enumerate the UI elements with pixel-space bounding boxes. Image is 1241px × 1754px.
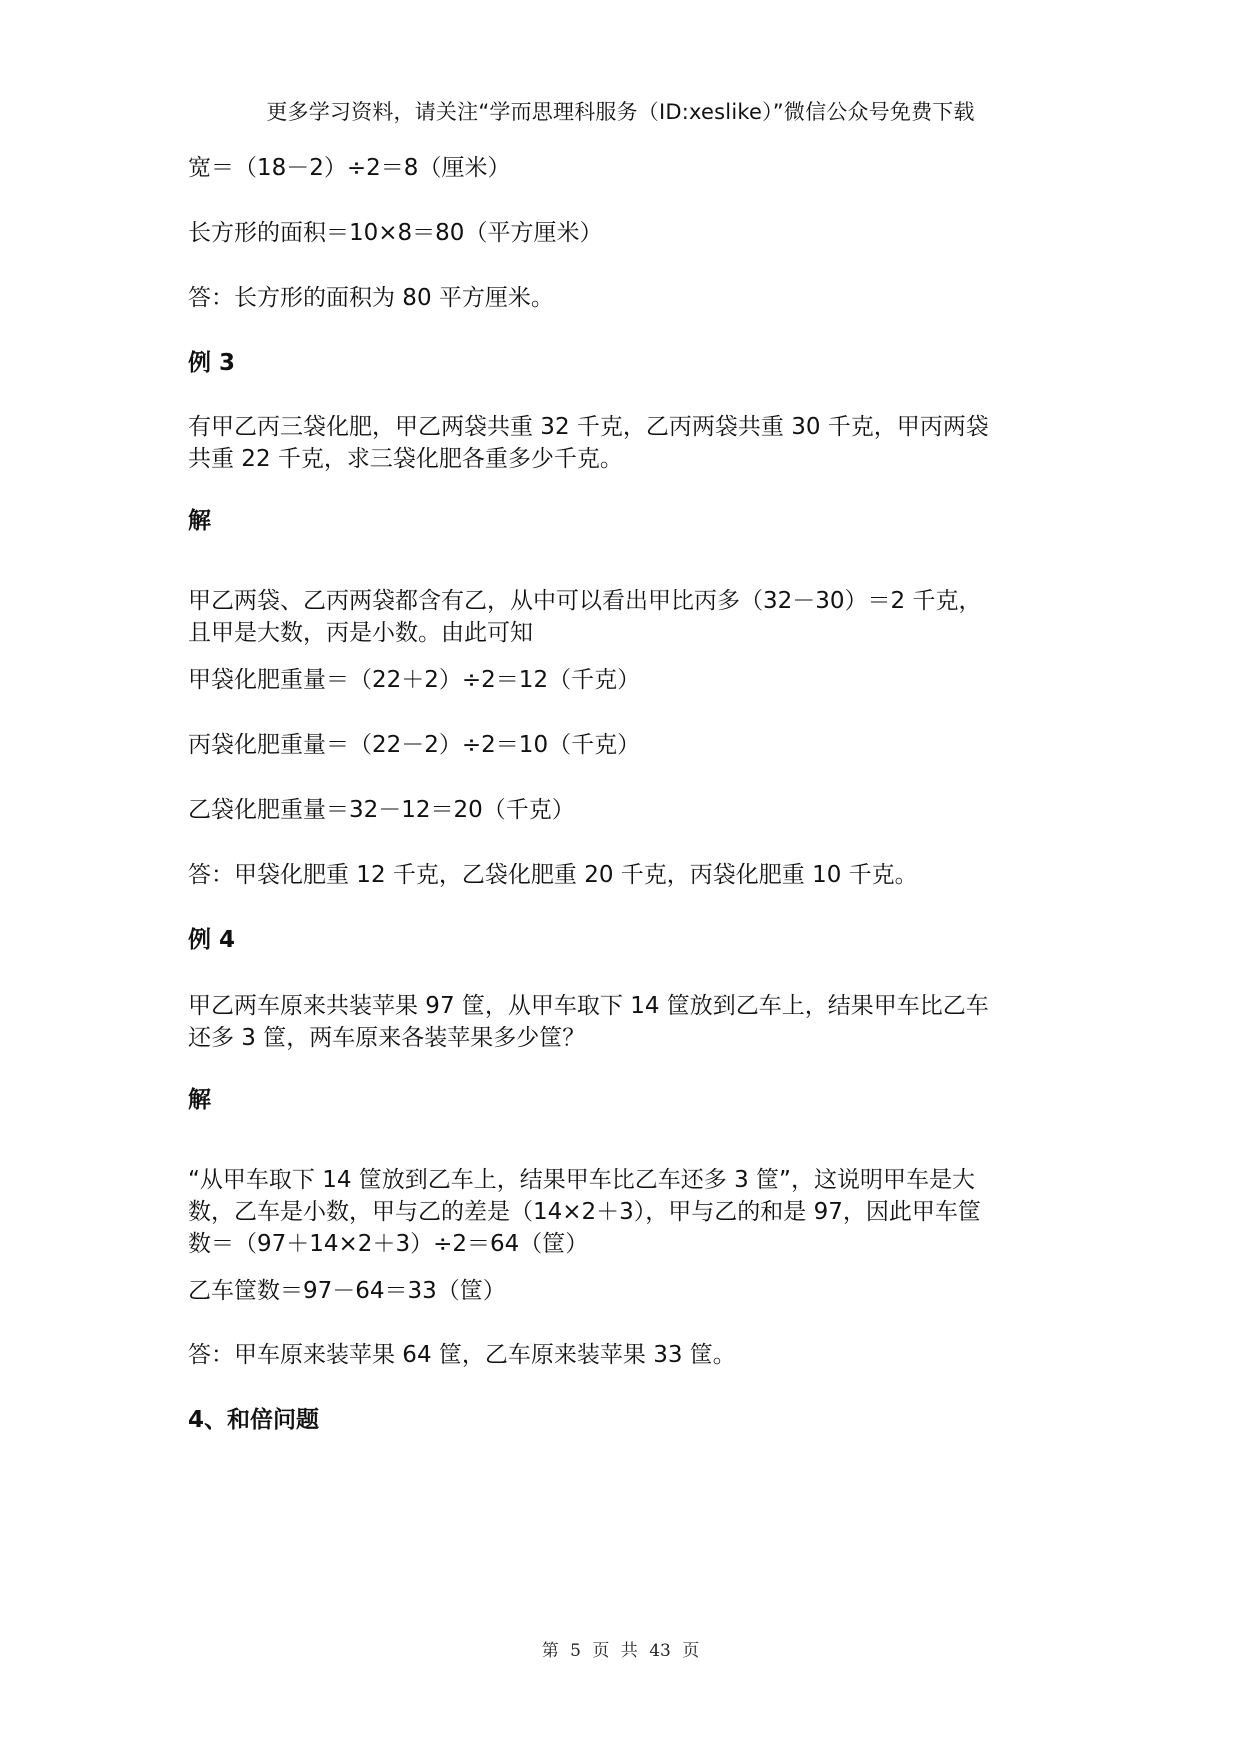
example-3-title: 例 3 [188, 350, 236, 376]
example-3-answer: 答：甲袋化肥重 12 千克，乙袋化肥重 20 千克，丙袋化肥重 10 千克。 [188, 862, 918, 888]
example-4-title: 例 4 [188, 927, 236, 953]
example-4-problem [188, 990, 1068, 1054]
example-4-problem-line: 还多 3 筐，两车原来各装苹果多少筐？ [188, 1025, 586, 1051]
page-number-footer: 第 5 页 共 43 页 [541, 1641, 700, 1661]
section-4-title: 4、和倍问题 [188, 1407, 320, 1433]
example-4-reasoning-line: 数，乙车是小数，甲与乙的差是（14×2＋3），甲与乙的和是 97，因此甲车筐 [188, 1199, 981, 1225]
area-answer: 答：长方形的面积为 80 平方厘米。 [188, 285, 554, 311]
example-4-problem-line: 甲乙两车原来共装苹果 97 筐，从甲车取下 14 筐放到乙车上，结果甲车比乙车 [188, 993, 989, 1019]
example-3-problem-line: 共重 22 千克，求三袋化肥各重多少千克。 [188, 446, 623, 472]
example-3-solution-title: 解 [188, 508, 211, 534]
example-3-problem-line: 有甲乙丙三袋化肥，甲乙两袋共重 32 千克，乙丙两袋共重 30 千克，甲丙两袋 [188, 414, 989, 440]
bing-bag-calculation: 丙袋化肥重量＝（22－2）÷2＝10（千克） [188, 732, 641, 758]
example-3-reasoning-line: 甲乙两袋、乙丙两袋都含有乙，从中可以看出甲比丙多（32－30）＝2 千克， [188, 588, 982, 614]
yi-bag-calculation: 乙袋化肥重量＝32－12＝20（千克） [188, 797, 575, 823]
example-4-solution-title: 解 [188, 1087, 211, 1113]
area-calculation: 长方形的面积＝10×8＝80（平方厘米） [188, 220, 603, 246]
example-3-reasoning [188, 585, 1068, 649]
yi-car-calculation: 乙车筐数＝97－64＝33（筐） [188, 1278, 506, 1304]
example-4-reasoning [188, 1164, 1068, 1260]
page-header: 更多学习资料，请关注“学而思理科服务（ID:xeslike）”微信公众号免费下载 [266, 100, 975, 124]
example-4-reasoning-line: “从甲车取下 14 筐放到乙车上，结果甲车比乙车还多 3 筐”，这说明甲车是大 [188, 1167, 975, 1193]
jia-bag-calculation: 甲袋化肥重量＝（22＋2）÷2＝12（千克） [188, 667, 641, 693]
width-calculation: 宽＝（18－2）÷2＝8（厘米） [188, 155, 511, 181]
example-4-answer: 答：甲车原来装苹果 64 筐，乙车原来装苹果 33 筐。 [188, 1342, 736, 1368]
example-3-problem [188, 411, 1068, 475]
example-3-reasoning-line: 且甲是大数，丙是小数。由此可知 [188, 620, 533, 646]
example-4-reasoning-line: 数＝（97＋14×2＋3）÷2＝64（筐） [188, 1231, 589, 1257]
